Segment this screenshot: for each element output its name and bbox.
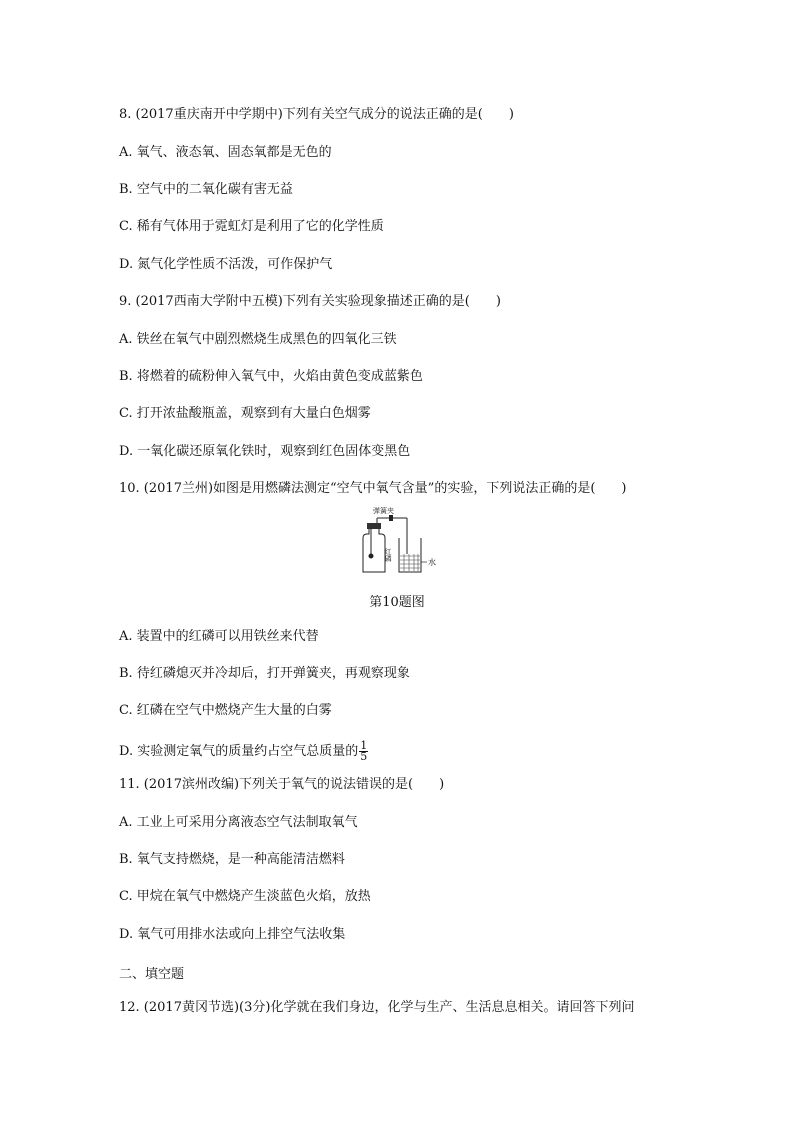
section-title: 二、填空题 bbox=[119, 967, 185, 982]
question-8-option-c: C. 稀有气体用于霓虹灯是利用了它的化学性质 bbox=[119, 219, 384, 234]
question-8-option-b: B. 空气中的二氧化碳有害无益 bbox=[119, 182, 293, 197]
question-10-option-a: A. 装置中的红磷可以用铁丝来代替 bbox=[119, 629, 319, 644]
question-9-option-c: C. 打开浓盐酸瓶盖，观察到有大量白色烟雾 bbox=[119, 406, 371, 421]
question-8-stem: 8. (2017重庆南开中学期中)下列有关空气成分的说法正确的是( ) bbox=[119, 107, 514, 122]
question-10-option-d bbox=[119, 741, 368, 762]
fraction-denominator: 5 bbox=[360, 750, 368, 763]
question-11-stem: 11. (2017滨州改编)下列关于氧气的说法错误的是( ) bbox=[119, 777, 445, 792]
question-8-option-d: D. 氮气化学性质不活泼，可作保护气 bbox=[119, 257, 333, 272]
question-11-option-d: D. 氧气可用排水法或向上排空气法收集 bbox=[119, 927, 346, 942]
question-8-option-a: A. 氧气、液态氧、固态氧都是无色的 bbox=[119, 145, 332, 160]
question-9-stem: 9. (2017西南大学附中五模)下列有关实验现象描述正确的是( ) bbox=[119, 294, 501, 309]
figure-caption: 第10题图 bbox=[369, 595, 425, 610]
question-9-option-d: D. 一氧化碳还原氧化铁时，观察到红色固体变黑色 bbox=[119, 444, 411, 459]
question-12-stem: 12. (2017黄冈节选)(3分)化学就在我们身边，化学与生产、生活息息相关。请回答下列问 bbox=[119, 1000, 635, 1015]
fraction-one-fifth bbox=[359, 741, 368, 762]
experiment-apparatus-figure bbox=[355, 506, 445, 576]
label-water: 水 bbox=[428, 558, 436, 567]
question-10-option-d-text: D. 实验测定氧气的质量约占空气总质量的 bbox=[119, 744, 359, 759]
question-10-stem: 10. (2017兰州)如图是用燃磷法测定“空气中氧气含量”的实验，下列说法正确的是( ) bbox=[119, 481, 627, 496]
question-11-option-a: A. 工业上可采用分离液态空气法制取氧气 bbox=[119, 815, 358, 830]
question-10-option-c: C. 红磷在空气中燃烧产生大量的白雾 bbox=[119, 703, 332, 718]
question-11-option-c: C. 甲烷在氧气中燃烧产生淡蓝色火焰，放热 bbox=[119, 889, 371, 904]
label-phosphorus: 红磷 bbox=[384, 548, 392, 562]
question-11-option-b: B. 氧气支持燃烧，是一种高能清洁燃料 bbox=[119, 852, 345, 867]
question-9-option-b: B. 将燃着的硫粉伸入氧气中，火焰由黄色变成蓝紫色 bbox=[119, 369, 423, 384]
question-9-option-a: A. 铁丝在氧气中剧烈燃烧生成黑色的四氧化三铁 bbox=[119, 332, 397, 347]
fraction-numerator: 1 bbox=[360, 739, 368, 752]
question-10-option-b: B. 待红磷熄灭并冷却后，打开弹簧夹，再观察现象 bbox=[119, 666, 410, 681]
label-clamp: 弹簧夹 bbox=[373, 507, 394, 515]
